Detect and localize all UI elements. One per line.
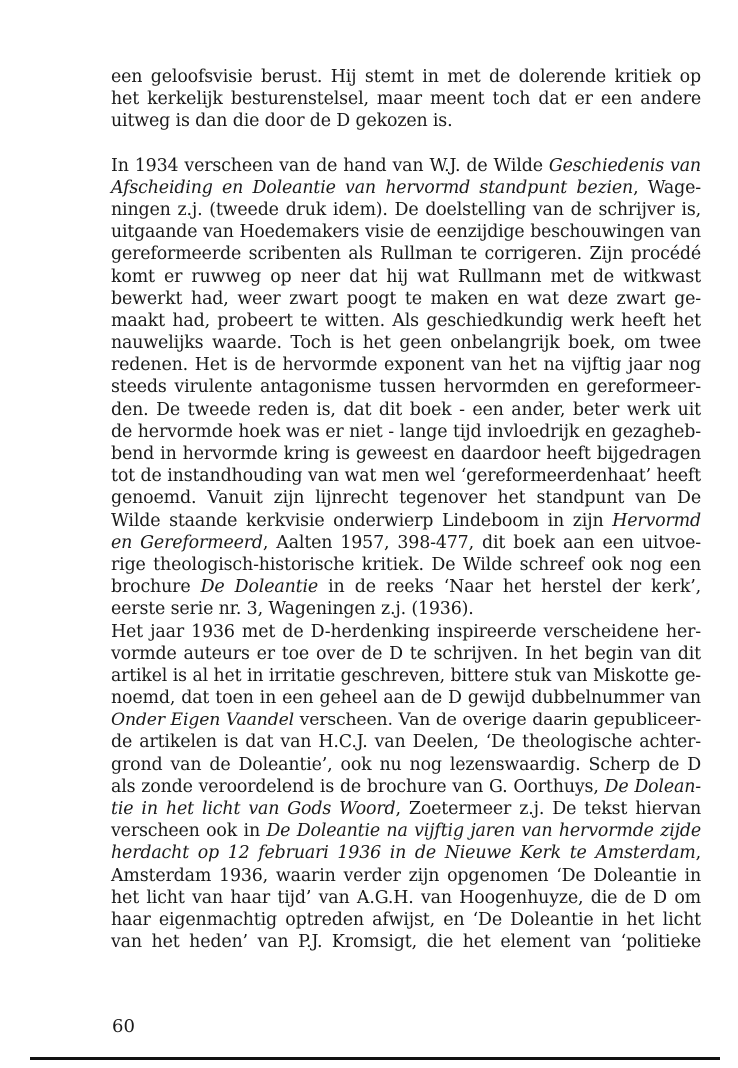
text-line: Afscheiding en Doleantie van hervormd standpunt bezien, Wage- [111,177,701,198]
text-line: haar eigenmachtig optreden afwijst, en ‘De Doleantie in het licht [111,909,701,930]
text-line: de artikelen is dat van H.C.J. van Deelen, ‘De theologische achter- [111,732,701,753]
paragraph-gap [111,133,701,155]
text-line: grond van de Doleantie’, ook nu nog lezenswaardig. Scherp de D [111,754,701,775]
text-line: tot de instandhouding van wat men wel ‘gereformeerdenhaat’ heeft [111,466,701,487]
text-line: artikel is al het in irritatie geschreven, bittere stuk van Miskotte ge- [111,665,701,686]
text-line: brochure De Doleantie in de reeks ‘Naar het herstel der kerk’, [111,577,702,598]
text-line: eerste serie nr. 3, Wageningen z.j. (1936). [111,599,474,620]
text-line: en Gereformeerd, Aalten 1957, 398-477, dit boek aan een uitvoe- [111,532,701,553]
text-line: Het jaar 1936 met de D-herdenking inspireerde verscheidene her- [111,621,701,642]
page-text [111,66,701,953]
text-line: Wilde staande kerkvisie onderwierp Lindeboom in zijn Hervormd [111,510,701,531]
page-number: 60 [112,1016,135,1037]
text-line: maakt had, probeert te witten. Als geschiedkundig werk heeft het [111,310,701,331]
text-line: genoemd. Vanuit zijn lijnrecht tegenover het standpunt van De [111,488,701,509]
text-line: noemd, dat toen in een geheel aan de D gewijd dubbelnummer van [111,688,701,709]
text-line: Amsterdam 1936, waarin verder zijn opgenomen ‘De Doleantie in [111,865,701,886]
text-line: nauwelijks waarde. Toch is het geen onbelangrijk boek, om twee [111,333,701,354]
text-line: verscheen ook in De Doleantie na vijftig jaren van hervormde zijde [111,821,701,842]
text-line: In 1934 verscheen van de hand van W.J. de Wilde Geschiedenis van [111,155,701,176]
text-line: rige theologisch-historische kritiek. De Wilde schreef ook nog een [111,554,701,575]
text-line: gereformeerde scribenten als Rullman te corrigeren. Zijn procédé [111,244,701,265]
text-line: Onder Eigen Vaandel verscheen. Van de overige daarin gepubliceer- [111,710,701,731]
text-line: vormde auteurs er toe over de D te schrijven. In het begin van dit [111,643,701,664]
text-line: herdacht op 12 februari 1936 in de Nieuwe Kerk te Amsterdam, [111,843,701,864]
text-line: de hervormde hoek was er niet - lange tijd invloedrijk en gezagheb- [111,421,701,442]
text-line: tie in het licht van Gods Woord, Zoetermeer z.j. De tekst hiervan [111,799,701,819]
text-line: den. De tweede reden is, dat dit boek - een ander, beter werk uit [111,399,701,420]
text-line: het kerkelijk besturenstelsel, maar meent toch dat er een andere [111,89,701,110]
text-line: bewerkt had, weer zwart poogt te maken en wat deze zwart ge- [111,288,701,309]
text-line: van het heden’ van P.J. Kromsigt, die het element van ‘politieke [111,932,701,953]
text-line: ningen z.j. (tweede druk idem). De doelstelling van de schrijver is, [111,199,701,220]
text-line: steeds virulente antagonisme tussen hervormden en gereformeer- [111,377,701,398]
footer-rule [30,1057,720,1060]
text-line: het licht van haar tijd’ van A.G.H. van Hoogenhuyze, die de D om [111,887,701,908]
text-line: redenen. Het is de hervormde exponent van het na vijftig jaar nog [111,355,701,376]
text-line: bend in hervormde kring is geweest en daardoor heeft bijgedragen [111,444,701,464]
text-line: een geloofsvisie berust. Hij stemt in met de dolerende kritiek op [111,67,701,87]
text-line: komt er ruwweg op neer dat hij wat Rullmann met de witkwast [111,266,701,287]
text-line: uitgaande van Hoedemakers visie de eenzijdige beschouwingen van [111,222,701,243]
text-line: als zonde veroordelend is de brochure van G. Oorthuys, De Dolean- [111,776,701,797]
text-line: uitweg is dan die door de D gekozen is. [111,111,453,132]
